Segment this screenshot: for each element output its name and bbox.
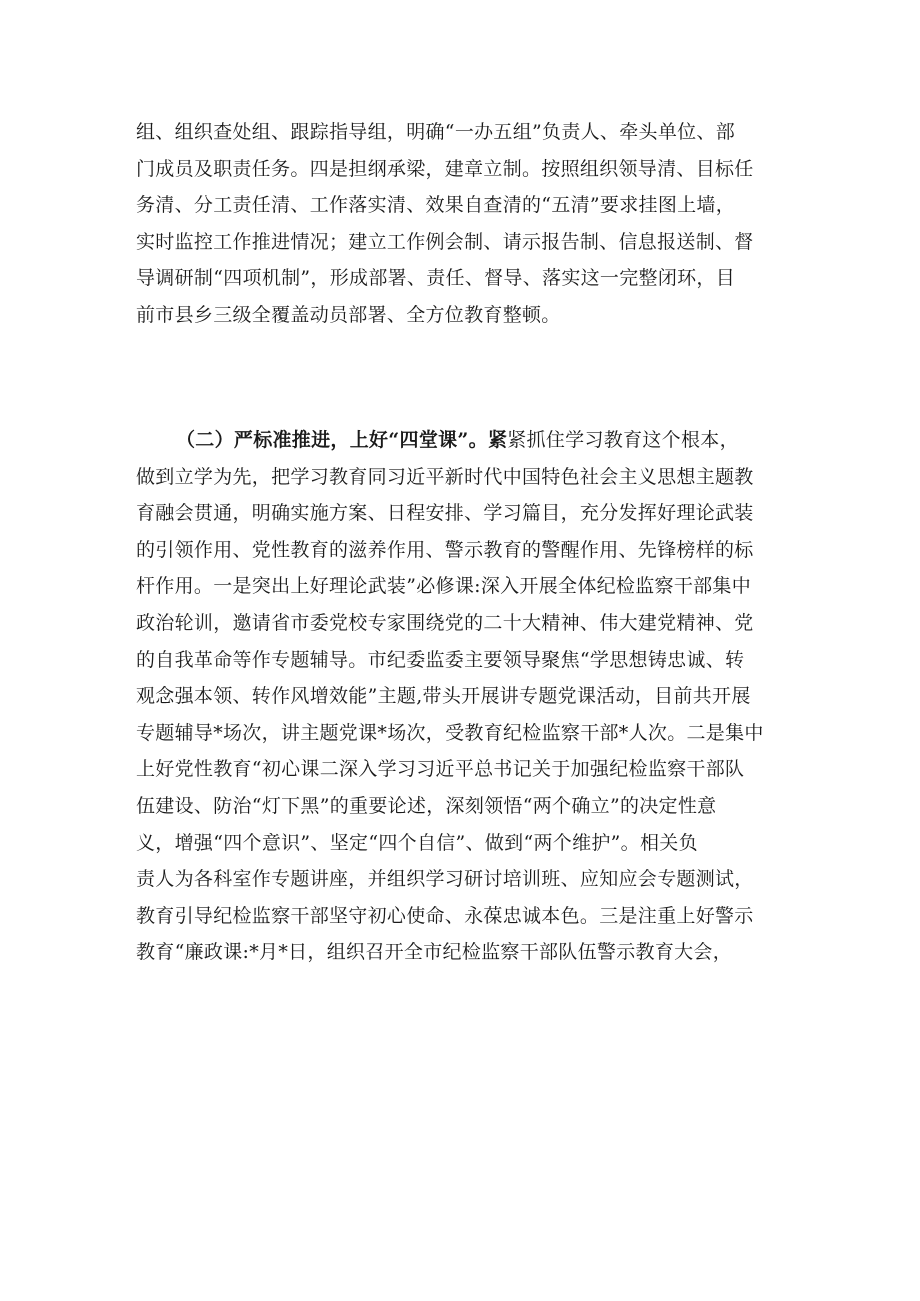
paragraph-2 [136,422,786,971]
text-line: 务清、分工责任清、工作落实清、效果自查清的“五清”要求挂图上墙， [136,194,736,217]
text-line: 专题辅导*场次，讲主题党课*场次，受教育纪检监察干部*人次。二是集中 [136,721,764,744]
text-line: 上好党性教育“初心课二深入学习习近平总书记关于加强纪检监察干部队 [136,758,745,781]
heading-continuation: 紧抓住学习教育这个根本， [507,429,739,451]
text-line: 导调研制“四项机制”，形成部署、责任、督导、落实这一完整闭环，目 [136,267,736,290]
text-line: 伍建设、防治“灯下黑”的重要论述，深刻领悟“两个确立”的决定性意 [136,794,717,817]
text-line: 教育“廉政课:*月*日，组织召开全市纪检监察干部队伍警示教育大会， [136,941,733,964]
text-line: 教育引导纪检监察干部坚守初心使命、永葆忠诚本色。三是注重上好警示 [136,904,754,927]
text-line: 责人为各科室作专题讲座，并组织学习研讨培训班、应知应会专题测试， [136,868,754,891]
text-line: 前市县乡三级全覆盖动员部署、全方位教育整顿。 [136,303,561,326]
text-line: 政治轮训，邀请省市委党校专家围绕党的二十大精神、伟大建党精神、党 [136,611,754,634]
text-line: 杆作用。一是突出上好理论武装”必修课:深入开展全体纪检监察干部集中 [136,575,752,598]
text-line: 义，增强“四个意识”、坚定“四个自信”、做到“两个维护”。相关负 [136,831,698,854]
text-line: 门成员及职责任务。四是担纲承梁，建章立制。按照组织领导清、目标任 [136,157,754,180]
text-line: 的自我革命等作专题辅导。市纪委监委主要领导聚焦“学思想铸忠诚、转 [136,648,745,671]
text-line: 观念强本领、转作风增效能”主题,带头开展讲专题党课活动，目前共开展 [136,685,751,708]
text-line: 育融会贯通，明确实施方案、日程安排、学习篇目，充分发挥好理论武装 [136,502,754,525]
paragraph-2-first-line [136,422,786,459]
paragraph-1 [136,114,786,334]
text-line: 的引领作用、党性教育的滋养作用、警示教育的警醒作用、先锋榜样的标 [136,538,754,561]
text-line: 组、组织查处组、跟踪指导组，明确“一办五组”负责人、牵头单位、部 [136,121,736,143]
section-heading: （二）严标准推进，上好“四堂课”。紧 [176,429,508,451]
text-line: 做到立学为先，把学习教育同习近平新时代中国特色社会主义思想主题教 [136,465,754,488]
text-line: 实时监控工作推进情况；建立工作例会制、请示报告制、信息报送制、督 [136,230,754,253]
